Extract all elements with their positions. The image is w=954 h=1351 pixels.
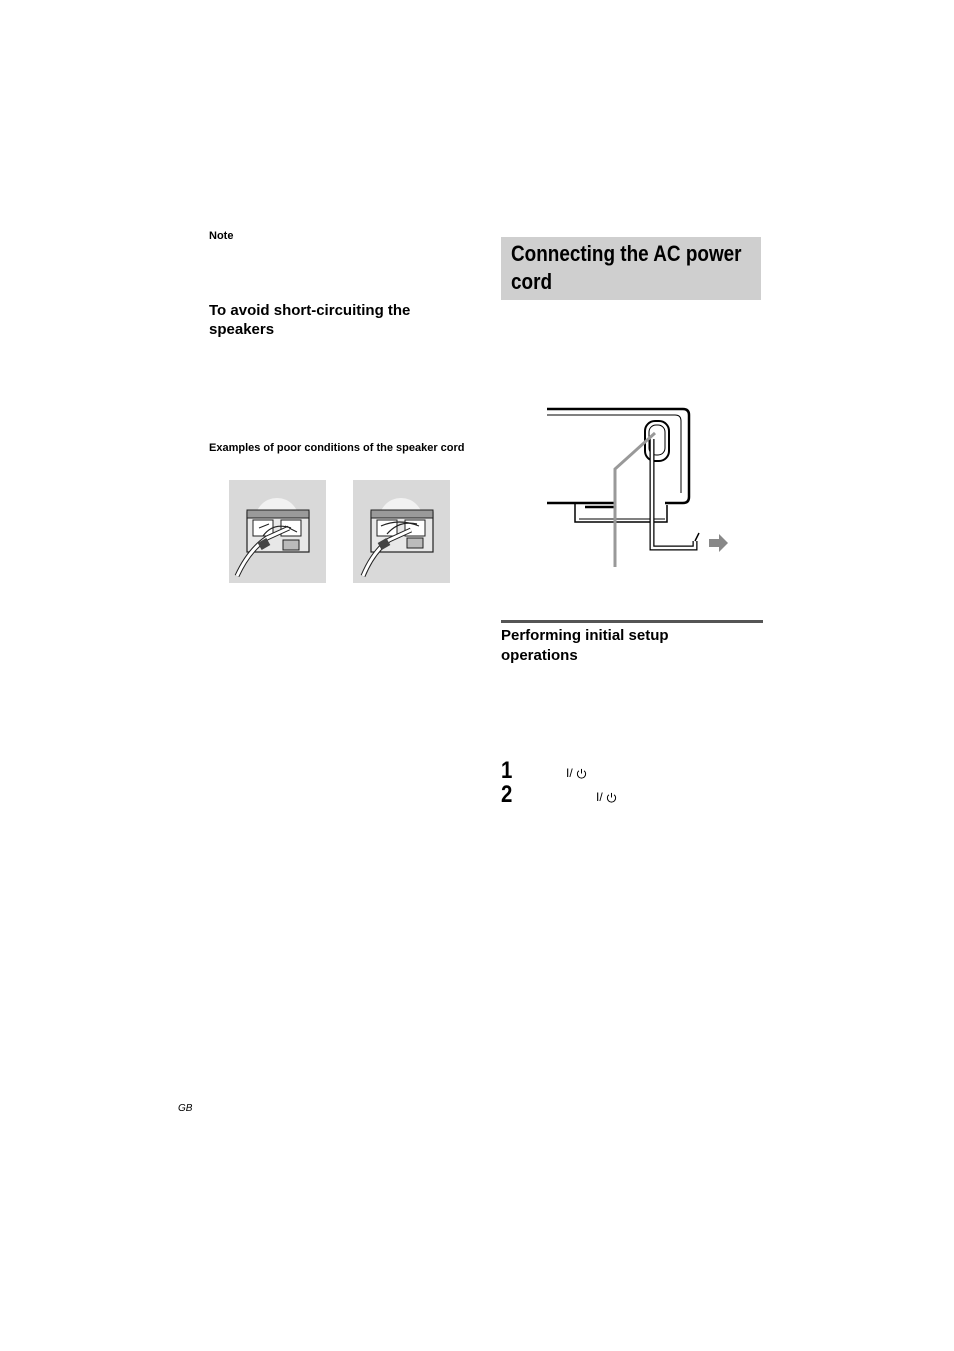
power-button-symbol: I/: [596, 791, 617, 803]
step-number: 2: [501, 781, 513, 808]
power-button-symbol: I/: [566, 767, 587, 779]
section-rule: [501, 620, 763, 623]
ac-power-cord-rear-panel-icon: [545, 405, 735, 575]
speaker-terminal-icon: [353, 480, 450, 583]
standby-power-icon: [606, 792, 617, 803]
step-number: 1: [501, 757, 513, 784]
section-title-box: [501, 237, 761, 300]
short-circuit-heading: To avoid short-circuiting the speakers: [209, 302, 411, 338]
page-region-label: GB: [178, 1103, 193, 1114]
standby-power-icon: [576, 768, 587, 779]
speaker-cord-example-illustration-1: [229, 480, 326, 583]
section-title: Connecting the AC power cord: [511, 241, 742, 294]
setup-heading: Performing initial setup operations: [501, 627, 669, 664]
speaker-terminal-icon: [229, 480, 326, 583]
speaker-cord-example-illustration-2: [353, 480, 450, 583]
note-label: Note: [209, 230, 234, 242]
examples-caption: Examples of poor conditions of the speaker cord: [209, 442, 465, 454]
